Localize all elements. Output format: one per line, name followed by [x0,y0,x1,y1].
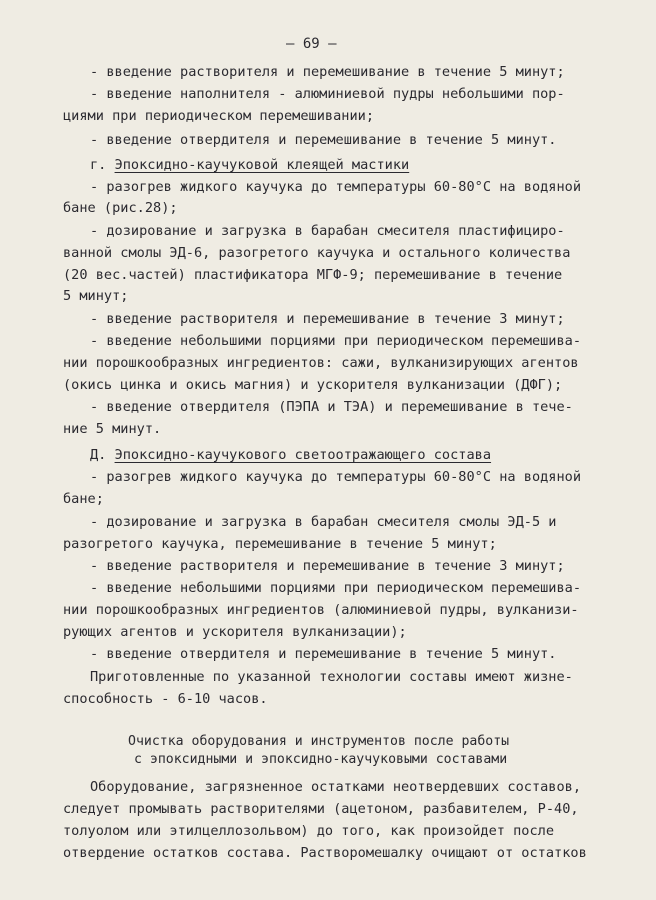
text-line: г. Эпоксидно-каучуковой клеящей мастики [90,157,410,173]
text-line: способность - 6-10 часов. [63,691,268,707]
text-line: - введение отвердителя и перемешивание в течение 5 минут. [90,646,557,662]
text-line: бане (рис.28); [63,200,178,216]
text-line: - введение растворителя и перемешивание в течение 3 минут; [90,311,565,327]
text-line: - введение небольшими порциями при периодическом перемешива- [90,580,582,596]
section-d-heading: Эпоксидно-каучукового светоотражающего состава [114,447,492,463]
text-line: (окись цинка и окись магния) и ускорителя вулканизации (ДФГ); [63,377,563,393]
text-line: (20 вес.частей) пластификатора МГФ-9; перемешивание в течение [63,267,563,283]
text-line: разогретого каучука, перемешивание в течение 5 минут; [63,536,497,552]
text-line: - введение отвердителя и перемешивание в течение 5 минут. [90,132,557,148]
text-line: - введение растворителя и перемешивание в течение 5 минут; [90,64,565,80]
text-line: ванной смолы ЭД-6, разогретого каучука и остального количества [63,245,571,261]
text-line: с эпоксидными и эпоксидно-каучуковыми составами [134,752,508,767]
text-line: бане; [63,491,104,507]
text-line: - разогрев жидкого каучука до температуры 60-80°С на водяной [90,179,582,195]
text-line: - разогрев жидкого каучука до температуры 60-80°С на водяной [90,469,582,485]
text-line: нии порошкообразных ингредиентов (алюминиевой пудры, вулканизи- [63,602,579,618]
text-line: - введение небольшими порциями при периодическом перемешива- [90,333,582,349]
text-line: Приготовленные по указанной технологии составы имеют жизне- [90,669,573,685]
text-line: циями при периодическом перемешивании; [63,108,374,124]
text-line: Оборудование, загрязненное остатками неотвердевших составов, [90,779,582,795]
text-line: - введение отвердителя (ПЭПА и ТЭА) и перемешивание в тече- [90,399,573,415]
text-line: - введение наполнителя - алюминиевой пудры небольшими пор- [90,86,565,102]
text-line: 5 минут; [63,288,129,304]
text-line: - введение растворителя и перемешивание в течение 3 минут; [90,558,565,574]
text-line: рующих агентов и ускорителя вулканизации); [63,624,407,640]
text-line: отвердение остатков состава. Растворомешалку очищают от остатков [63,845,587,861]
page-number: — 69 — [286,36,337,52]
text-line: нии порошкообразных ингредиентов: сажи, вулканизирующих агентов [63,355,579,371]
text-line: следует промывать растворителями (ацетоном, разбавителем, Р-40, [63,801,579,817]
text-line: толуолом или этилцеллозольвом) до того, как произойдет после [63,823,555,839]
text-line: ние 5 минут. [63,421,162,437]
text-line: - дозирование и загрузка в барабан смесителя пластифициро- [90,223,565,239]
section-g-heading: Эпоксидно-каучуковой клеящей мастики [114,157,410,173]
text-line: Д. Эпоксидно-каучукового светоотражающего состава [90,447,492,463]
text-line: Очистка оборудования и инструментов после работы [128,734,510,749]
text-line: - дозирование и загрузка в барабан смесителя смолы ЭД-5 и [90,514,557,530]
